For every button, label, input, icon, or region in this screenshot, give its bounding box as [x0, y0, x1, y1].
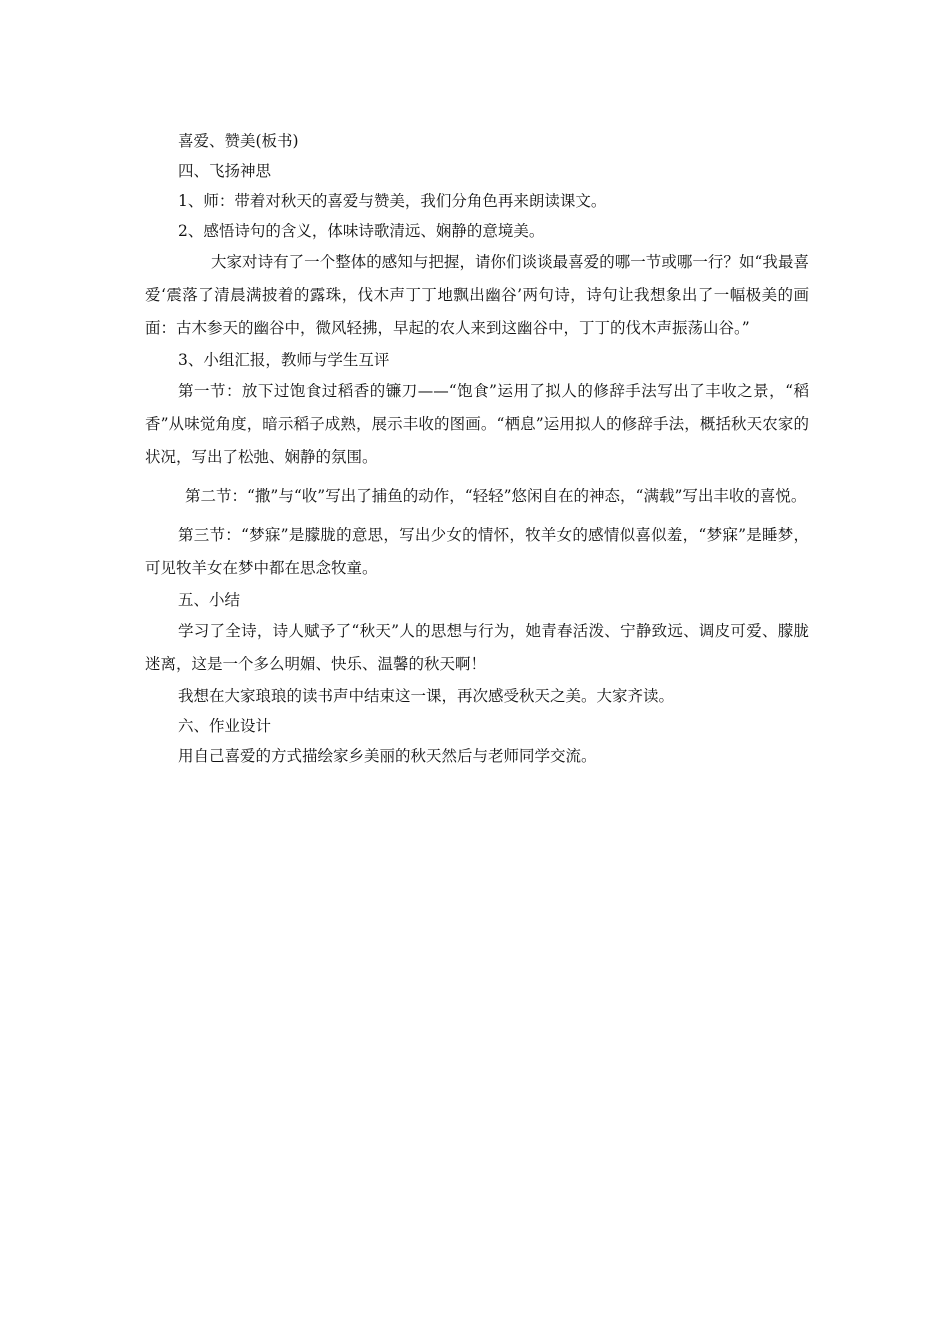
document-body	[145, 126, 809, 771]
board-note: 喜爱、赞美(板书)	[178, 132, 299, 150]
section-heading-four: 四、飞扬神思	[178, 162, 272, 180]
step-one: 1、师：带着对秋天的喜爱与赞美，我们分角色再来朗读课文。	[178, 192, 607, 210]
section-heading-six: 六、作业设计	[178, 717, 272, 735]
section-heading-five: 五、小结	[178, 591, 241, 609]
discussion-paragraph: 大家对诗有了一个整体的感知与把握，请你们谈谈最喜爱的哪一节或哪一行？如“我最喜爱‘震落了清晨满披着的露珠，伐木声丁丁地飘出幽谷’两句诗，诗句让我想象出了一幅极美的画面：古木参天的幽谷中，微风轻拂，早起的农人来到这幽谷中，丁丁的伐木声振荡山谷。”	[145, 253, 809, 337]
homework-line: 用自己喜爱的方式描绘家乡美丽的秋天然后与老师同学交流。	[178, 747, 597, 765]
section-three-analysis: 第三节：“梦寐”是朦胧的意思，写出少女的情怀，牧羊女的感情似喜似羞，“梦寐”是睡梦，可见牧羊女在梦中都在思念牧童。	[145, 526, 809, 577]
closing-line: 我想在大家琅琅的读书声中结束这一课，再次感受秋天之美。大家齐读。	[178, 687, 675, 705]
section-two-analysis: 第二节：“撒”与“收”写出了捕鱼的动作，“轻轻”悠闲自在的神态，“满载”写出丰收的喜悦。	[185, 487, 807, 505]
summary-paragraph: 学习了全诗，诗人赋予了“秋天”人的思想与行为，她青春活泼、宁静致远、调皮可爱、朦胧迷离，这是一个多么明媚、快乐、温馨的秋天啊！	[145, 622, 809, 673]
step-three: 3、小组汇报，教师与学生互评	[178, 351, 390, 369]
step-two: 2、感悟诗句的含义，体味诗歌清远、娴静的意境美。	[178, 222, 545, 240]
section-one-analysis: 第一节：放下过饱食过稻香的镰刀——“饱食”运用了拟人的修辞手法写出了丰收之景，“稻香”从味觉角度，暗示稻子成熟，展示丰收的图画。“栖息”运用拟人的修辞手法，概括秋天农家的状况，写出了松弛、娴静的氛围。	[145, 382, 809, 466]
